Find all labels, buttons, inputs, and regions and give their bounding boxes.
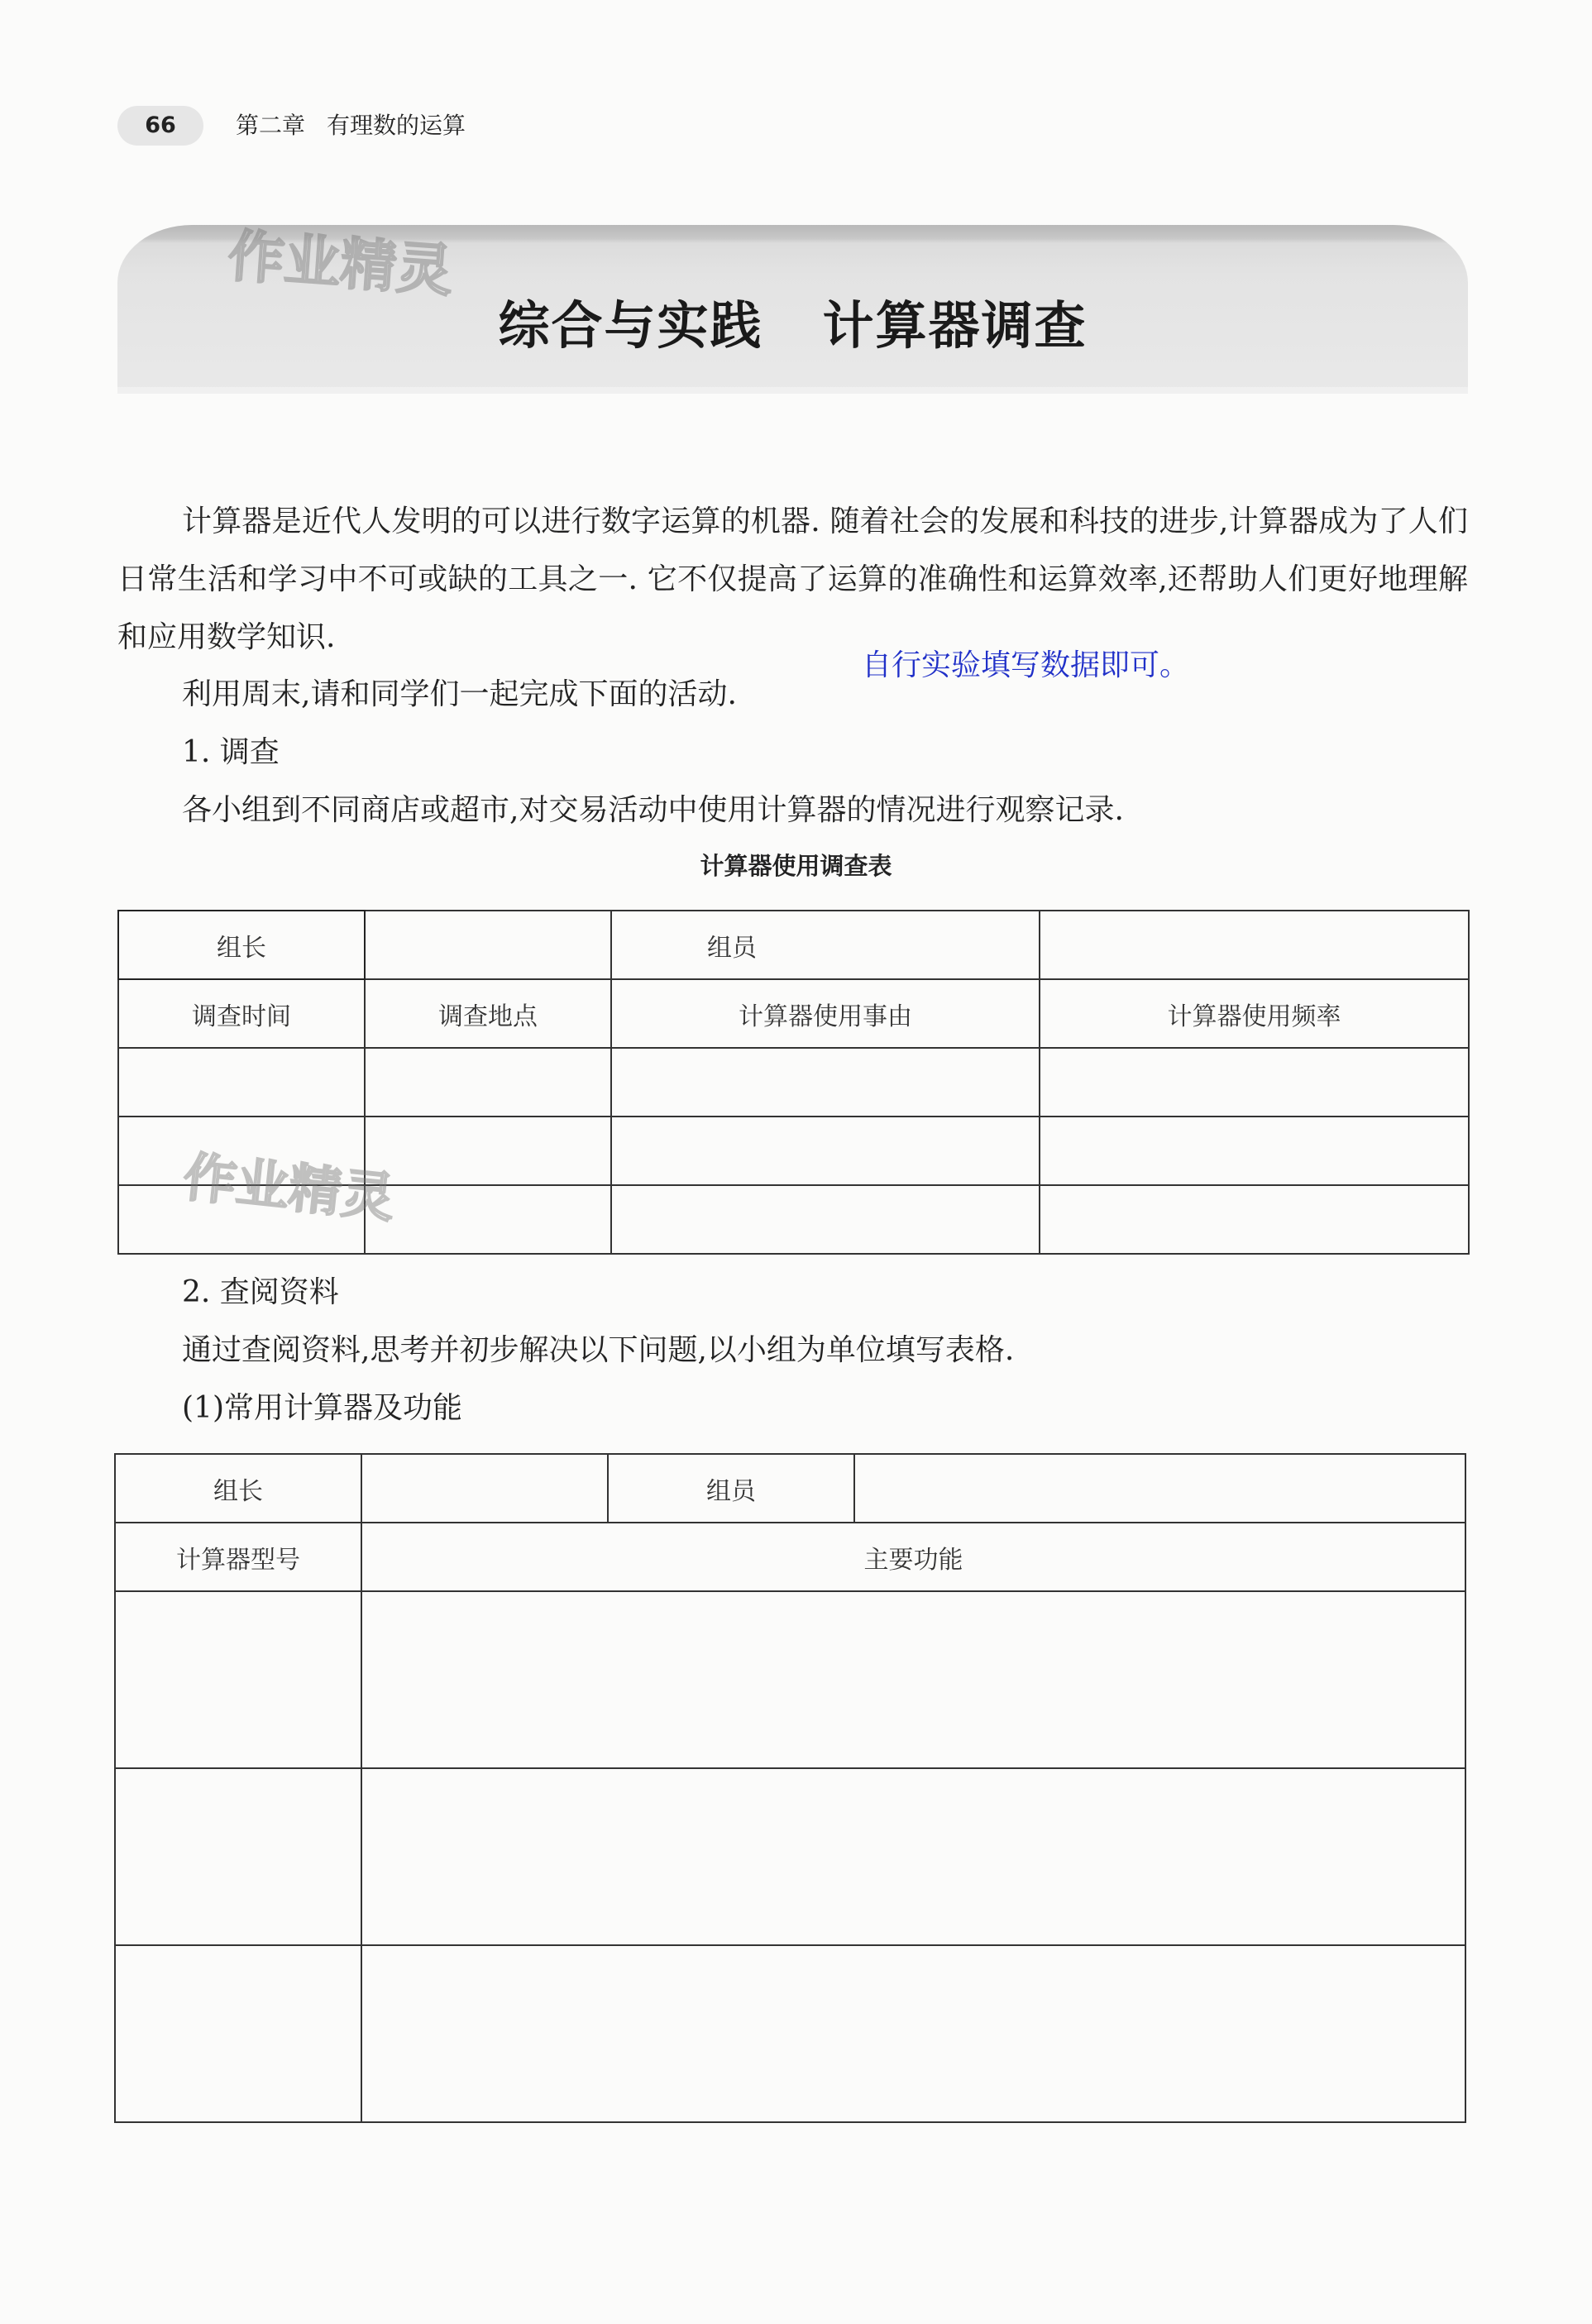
table-cell[interactable] <box>365 1185 611 1254</box>
function-input-cell[interactable] <box>361 1591 1465 1768</box>
section2-description: 通过查阅资料,思考并初步解决以下问题,以小组为单位填写表格. <box>182 1333 1015 1367</box>
section1-heading: 1. 调查 <box>182 735 280 769</box>
page-number: 66 <box>117 106 203 146</box>
table-cell[interactable] <box>1040 1185 1469 1254</box>
chapter-heading <box>236 108 487 144</box>
intro-paragraph: 计算器是近代人发明的可以进行数字运算的机器. 随着社会的发展和科技的进步,计算器成为了人们日常生活和学习中不可或缺的工具之一. 它不仅提高了运算的准确性和运算效率,还帮助人们更好地理解和应用数学知识. <box>117 504 1468 654</box>
column-header-time: 调查时间 <box>118 979 365 1048</box>
model-input-cell[interactable] <box>115 1945 361 2122</box>
table-row <box>115 1945 1465 2122</box>
function-input-cell[interactable] <box>361 1768 1465 1945</box>
member-label-cell <box>611 911 1040 979</box>
table-cell[interactable] <box>611 1048 1040 1117</box>
leader-input-cell[interactable] <box>365 911 611 979</box>
member-input-cell[interactable] <box>854 1454 1465 1523</box>
model-input-cell[interactable] <box>115 1591 361 1768</box>
member-input-cell[interactable] <box>1040 911 1469 979</box>
calculator-function-table <box>114 1453 1466 2123</box>
leader-input-cell[interactable] <box>361 1454 608 1523</box>
member-label: 组员 <box>707 933 757 963</box>
column-header-reason: 计算器使用事由 <box>611 979 1040 1048</box>
column-header-location: 调查地点 <box>365 979 611 1048</box>
survey-table-caption: 计算器使用调查表 <box>700 852 892 880</box>
section2-heading: 2. 查阅资料 <box>182 1275 339 1309</box>
table-cell[interactable] <box>611 1117 1040 1185</box>
chapter-title: 有理数的运算 <box>327 112 466 139</box>
table-cell[interactable] <box>365 1117 611 1185</box>
leader-label-cell: 组长 <box>115 1454 361 1523</box>
activity-line: 利用周末,请和同学们一起完成下面的活动. <box>182 677 737 711</box>
function-label-cell: 主要功能 <box>361 1523 1465 1591</box>
leader-label-cell: 组长 <box>118 911 365 979</box>
table-cell[interactable] <box>1040 1048 1469 1117</box>
answer-note: 自行实验填写数据即可。 <box>862 648 1190 682</box>
chapter-number: 第二章 <box>236 112 306 139</box>
model-label-cell: 计算器型号 <box>115 1523 361 1591</box>
table-row <box>115 1768 1465 1945</box>
table-row <box>118 1048 1469 1117</box>
table-cell[interactable] <box>118 1048 365 1117</box>
section-title-part2: 计算器调查 <box>822 295 1088 356</box>
member-label-cell: 组员 <box>608 1454 854 1523</box>
watermark-top: 作业精灵 <box>226 223 456 305</box>
table-cell[interactable] <box>365 1048 611 1117</box>
table-row <box>115 1591 1465 1768</box>
section-title-part1: 综合与实践 <box>498 295 763 356</box>
column-header-frequency: 计算器使用频率 <box>1040 979 1469 1048</box>
table-cell[interactable] <box>1040 1117 1469 1185</box>
section1-description: 各小组到不同商店或超市,对交易活动中使用计算器的情况进行观察记录. <box>182 793 1124 827</box>
section2-subheading: (1)常用计算器及功能 <box>182 1391 462 1425</box>
function-input-cell[interactable] <box>361 1945 1465 2122</box>
model-input-cell[interactable] <box>115 1768 361 1945</box>
table-cell[interactable] <box>611 1185 1040 1254</box>
watermark-bottom: 作业精灵 <box>180 1146 398 1231</box>
